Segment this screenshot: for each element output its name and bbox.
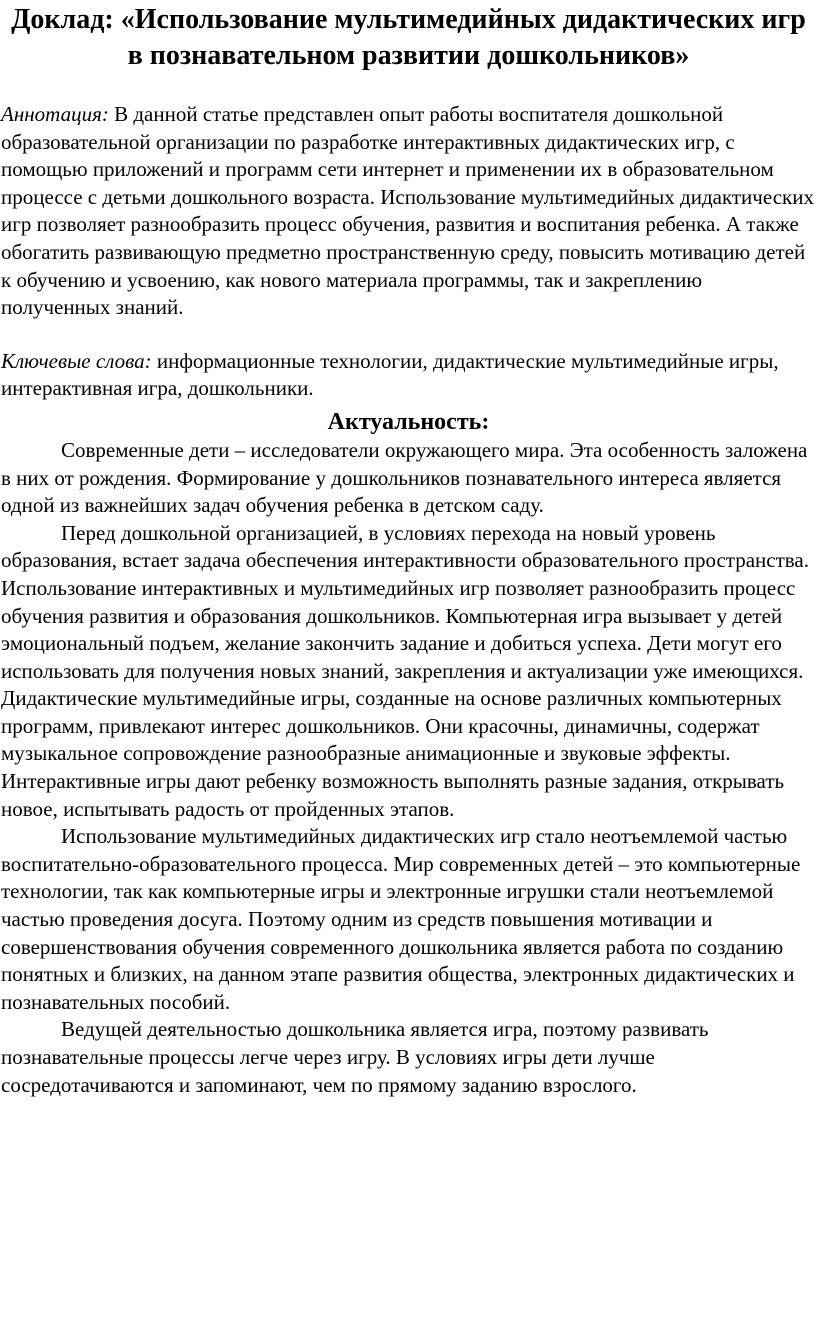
annotation-paragraph bbox=[1, 101, 816, 322]
body-paragraph-4: Ведущей деятельностью дошкольника является игра, поэтому развивать познавательные процессы легче через игру. В условиях игры дети лучше сосредотачиваются и запоминают, чем по прямому заданию взрослого. bbox=[1, 1017, 709, 1097]
annotation-text: В данной статье представлен опыт работы воспитателя дошкольной образовательной организации по разработке интерактивных дидактических игр, с помощью приложений и программ сети интернет и применении их в образовательном процессе с детьми дошкольного возраста. Использование мультимедийных дидактических игр позволяет разнообразить процесс обучения, развития и воспитания ребенка. А также обогатить развивающую предметно пространственную среду, повысить мотивацию детей к обучению и усвоению, как нового материала программы, так и закреплению полученных знаний. bbox=[1, 102, 814, 320]
body-paragraph-2: Перед дошкольной организацией, в условиях перехода на новый уровень образования, встает задача обеспечения интерактивности образовательного пространства. Использование интерактивных и мультимедийных игр позволяет разнообразить процесс обучения развития и образования дошкольников. Компьютерная игра вызывает у детей эмоциональный подъем, желание закончить задание и добиться успеха. Дети могут его использовать для получения новых знаний, закрепления и актуализации уже имеющихся. Дидактические мультимедийные игры, созданные на основе различных компьютерных программ, привлекают интерес дошкольников. Они красочны, динамичны, содержат музыкальное сопровождение разнообразные анимационные и звуковые эффекты. Интерактивные игры дают ребенку возможность выполнять разные задания, открывать новое, испытывать радость от пройденных этапов. bbox=[1, 520, 809, 821]
body-paragraph-1: Современные дети – исследователи окружающего мира. Эта особенность заложена в них от рождения. Формирование у дошкольников познавательного интереса является одной из важнейших задач обучения ребенка в детском саду. bbox=[1, 437, 808, 518]
keywords-text: информационные технологии, дидактические мультимедийные игры, интерактивная игра, дошкольники. bbox=[1, 348, 779, 401]
annotation-label: Аннотация: bbox=[1, 102, 109, 126]
body-paragraph-3: Использование мультимедийных дидактических игр стало неотъемлемой частью воспитательно-образовательного процесса. Мир современных детей – это компьютерные технологии, так как компьютерные игры и электронные игрушки стали неотъемлемой частью проведения досуга. Поэтому одним из средств повышения мотивации и совершенствования обучения современного дошкольника является работа по созданию понятных и близких, на данном этапе развития общества, электронных дидактических и познавательных пособий. bbox=[1, 824, 801, 1014]
document-title: Доклад: «Использование мультимедийных дидактических игр в познавательном развитии дошкольников» bbox=[11, 4, 806, 71]
keywords-paragraph bbox=[1, 348, 816, 403]
keywords-label: Ключевые слова: bbox=[1, 348, 152, 373]
section-heading-relevance: Актуальность: bbox=[327, 408, 490, 435]
